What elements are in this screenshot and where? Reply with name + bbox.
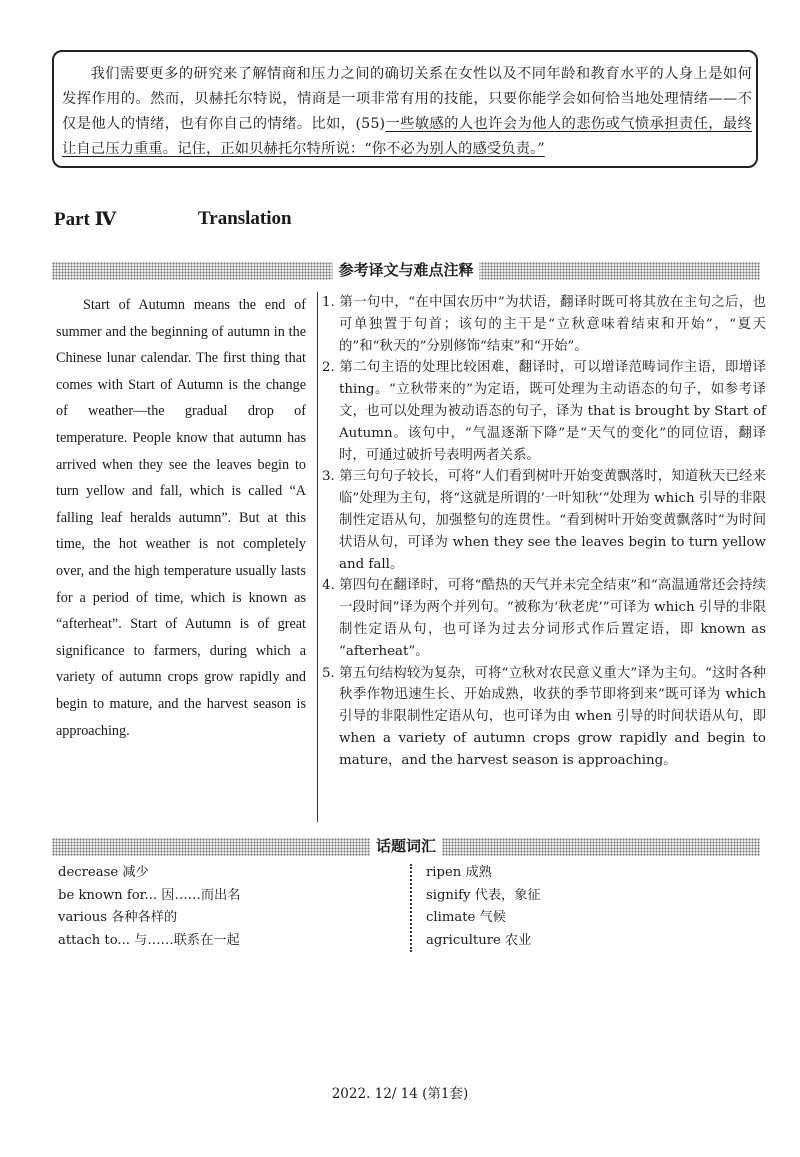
vocab-banner <box>52 838 760 856</box>
vocab-item: decrease 减少 <box>58 865 149 880</box>
passage-before: 我们需要更多的研究来了解情商和压力之间的确切关系在女性以及不同年龄和教育水平的人身上是如何发挥作用的。然而，贝赫托尔特说，情商是一项非常有用的技能，只要你能学会如何恰当地处理情绪——不仅是他人的情绪，也有你自己的情绪。比如，(55) <box>62 66 752 132</box>
vocab-right-column <box>426 862 541 952</box>
note-item: 1. 第一句中，“在中国农历中”为状语，翻译时既可将其放在主句之后，也可单独置于句首；该句的主干是“立秋意味着结束和开始”，“夏天的”和“秋天的”分别修饰“结束”和“开始”。 <box>322 295 766 354</box>
note-item: 2. 第二句主语的处理比较困难，翻译时，可以增译范畴词作主语，即增译 thing。“立秋带来的”为定语，既可处理为主动语态的句子，如参考译文，也可以处理为被动语态的句子，译为 that is brought by Start of Autumn。该句中，“气温逐渐下降”是“天气的变化”的同位语，翻译时，可通过破折号表明两者关系。 <box>322 360 766 463</box>
vocab-banner-label: 话题词汇 <box>370 836 442 856</box>
vocab-separator <box>410 864 412 952</box>
section-banner-label: 参考译文与难点注释 <box>332 260 479 280</box>
vocab-item: ripen 成熟 <box>426 865 492 880</box>
note-item: 4. 第四句在翻译时，可将“酷热的天气并未完全结束”和“高温通常还会持续一段时间”译为两个并列句。“被称为‘秋老虎’”可译为 which 引导的非限制性定语从句，也可译为过去分词形式作后置定语，即 known as “afterheat”。 <box>322 578 766 659</box>
vocab-item: various 各种各样的 <box>58 910 178 925</box>
column-divider <box>317 292 318 822</box>
part-label: Part Ⅳ <box>54 209 117 230</box>
vocab-item: climate 气候 <box>426 910 506 925</box>
reference-translation: Start of Autumn means the end of summer and the beginning of autumn in the Chinese lunar calendar. The first thing that comes with Start of Autumn is the change of weather—the gradual drop of temperature. People know that autumn has arrived when they see the leaves begin to turn yellow and fall, which is called “A falling leaf heralds autumn”. But at this time, the hot weather is not completely over, and the high temperature usually lasts for a period of time, which is known as “afterheat”. Start of Autumn is of great significance to farmers, during which a variety of autumn crops grow rapidly and begin to mature, and the harvest season is approaching. <box>56 297 306 739</box>
section-banner <box>52 262 760 280</box>
vocab-left-column <box>58 862 240 952</box>
vocab-item: agriculture 农业 <box>426 932 532 948</box>
vocab-item: attach to... 与……联系在一起 <box>58 932 240 948</box>
part-title: Translation <box>198 208 292 229</box>
note-item: 5. 第五句结构较为复杂，可将“立秋对农民意义重大”译为主句。“这时各种秋季作物迅速生长、开始成熟，收获的季节即将到来”既可译为 which 引导的非限制性定语从句，也可译为由 when 引导的时间状语从句，即 when a variety of autumn crops grow rapidly and begin to mature，and the harvest season is approaching。 <box>322 665 766 768</box>
note-item: 3. 第三句句子较长，可将“人们看到树叶开始变黄飘落时，知道秋天已经来临”处理为主句，将“这就是所谓的‘一叶知秋’”处理为 which 引导的非限制性定语从句，加强整句的连贯性。“看到树叶开始变黄飘落时”为时间状语从句，可译为 when they see the leaves begin to turn yellow and fall。 <box>322 469 766 572</box>
passage-text <box>62 62 752 162</box>
vocab-item: be known for... 因……而出名 <box>58 887 241 903</box>
vocab-item: signify 代表，象征 <box>426 887 541 903</box>
notes-list <box>322 292 766 772</box>
page-footer: 2022. 12/ 14 (第1套) <box>331 1086 469 1102</box>
passage-underlined-sentence-55: 一些敏感的人也许会为他人的悲伤或气愤承担责任，最终让自己压力重重。记住，正如贝赫托尔特所说：“你不必为别人的感受负责。” <box>62 116 753 157</box>
